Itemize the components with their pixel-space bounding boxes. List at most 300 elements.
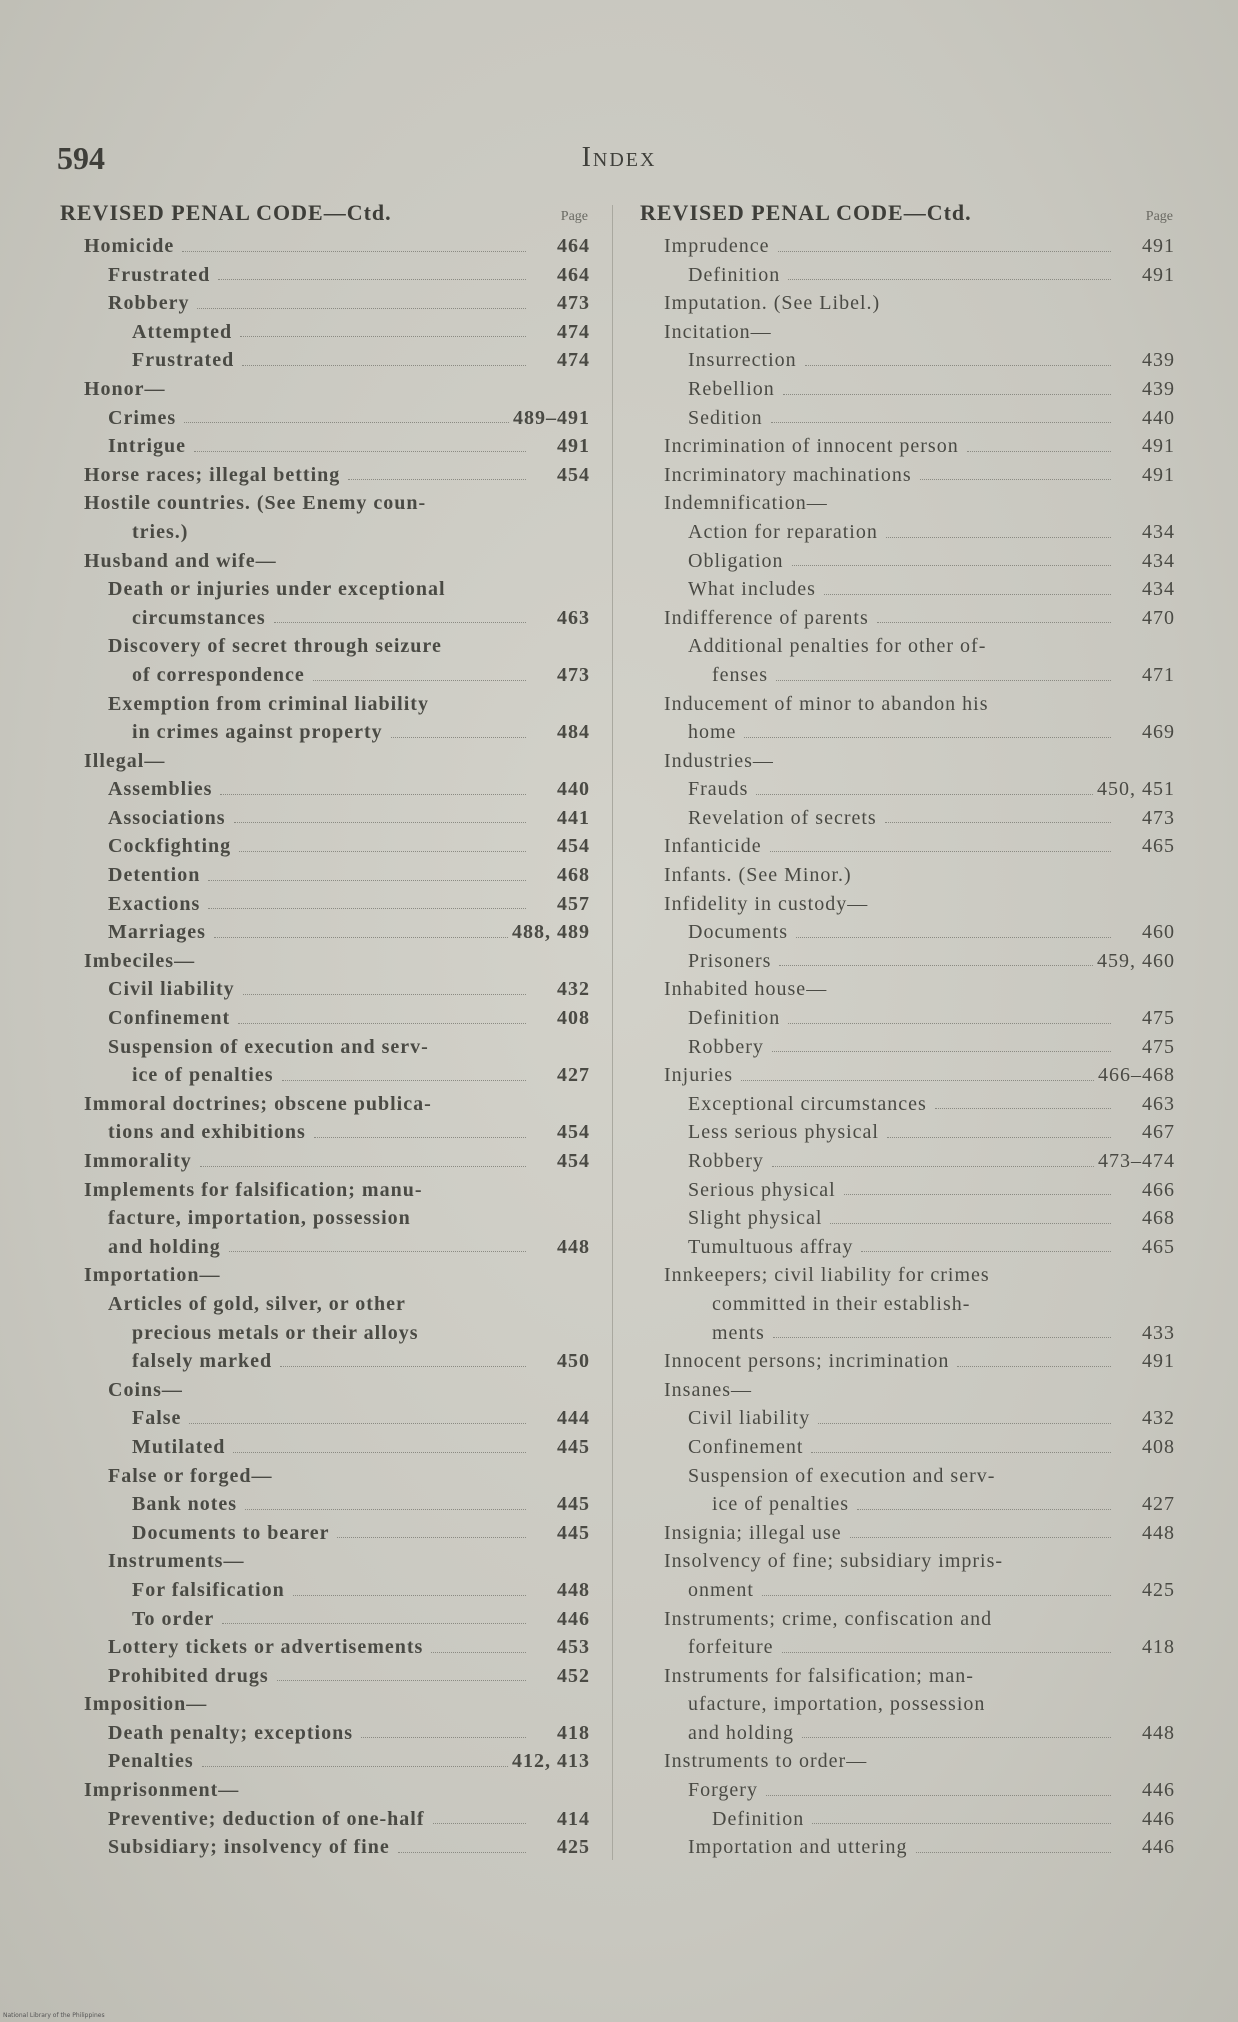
entry-text: Insolvency of fine; subsidiary impris- <box>664 1550 1004 1573</box>
index-entry <box>60 1747 590 1776</box>
running-head: Index <box>581 142 657 173</box>
entry-text: Instruments for falsification; man- <box>664 1664 974 1687</box>
entry-text: Incitation— <box>664 320 772 343</box>
index-entry <box>640 1176 1175 1205</box>
entry-page-ref: 432 <box>557 978 590 1001</box>
index-entry <box>640 1204 1175 1233</box>
entry-text: Frauds <box>688 778 749 801</box>
index-entry <box>60 346 590 375</box>
index-entry <box>640 375 1175 404</box>
entry-page-ref: 473 <box>557 663 590 686</box>
entry-text: Instruments; crime, confiscation and <box>664 1607 993 1630</box>
entry-text: tries.) <box>132 520 189 543</box>
index-entry <box>60 747 590 776</box>
index-entry <box>640 1576 1175 1605</box>
leader-dots <box>240 336 526 337</box>
index-entry <box>60 375 590 404</box>
entry-text: Immoral doctrines; obscene publica- <box>84 1092 432 1115</box>
index-entry <box>640 1462 1175 1491</box>
entry-text: onment <box>688 1578 754 1601</box>
index-column-left <box>60 200 590 1862</box>
entry-text: Assemblies <box>108 778 213 801</box>
entry-text: Obligation <box>688 549 784 572</box>
index-entry <box>60 1547 590 1576</box>
entry-text: Horse races; illegal betting <box>84 463 341 486</box>
leader-dots <box>197 308 526 309</box>
entry-page-ref: 488, 489 <box>512 921 590 944</box>
leader-dots <box>391 737 526 738</box>
entry-text: Death penalty; exceptions <box>108 1721 353 1744</box>
index-entry <box>640 1719 1175 1748</box>
entry-page-ref: 460 <box>1142 921 1175 944</box>
entry-text: ice of penalties <box>132 1064 274 1087</box>
entry-page-ref: 427 <box>557 1064 590 1087</box>
entry-page-ref: 473–474 <box>1098 1150 1175 1172</box>
entry-page-ref: 408 <box>1142 1435 1175 1458</box>
index-entry <box>640 1290 1175 1319</box>
entry-page-ref: 432 <box>1142 1407 1175 1430</box>
index-entry <box>60 632 590 661</box>
entry-page-ref: 459, 460 <box>1097 949 1175 972</box>
entry-page-ref: 474 <box>557 349 590 372</box>
leader-dots <box>762 1595 1111 1596</box>
entry-text: False or forged— <box>108 1464 273 1487</box>
index-entry <box>640 947 1175 976</box>
leader-dots <box>202 1766 508 1767</box>
entry-page-ref: 434 <box>1142 520 1175 543</box>
entry-text: in crimes against property <box>132 721 383 744</box>
index-entry <box>60 1090 590 1119</box>
leader-dots <box>861 1251 1111 1252</box>
leader-dots <box>245 1509 526 1510</box>
leader-dots <box>778 251 1111 252</box>
index-entry <box>60 1776 590 1805</box>
leader-dots <box>877 622 1111 623</box>
index-entry <box>640 432 1175 461</box>
index-entry <box>60 775 590 804</box>
leader-dots <box>783 394 1111 395</box>
entry-text: Documents <box>688 921 789 944</box>
index-entry <box>640 1261 1175 1290</box>
leader-dots <box>772 1166 1094 1167</box>
index-entry <box>60 1576 590 1605</box>
leader-dots <box>885 822 1111 823</box>
index-entry <box>640 1747 1175 1776</box>
index-entry <box>60 1176 590 1205</box>
entry-text: Inhabited house— <box>664 978 828 1001</box>
index-entry <box>60 318 590 347</box>
entry-page-ref: 440 <box>557 778 590 801</box>
index-entry <box>60 432 590 461</box>
leader-dots <box>812 1823 1111 1824</box>
entry-text: Discovery of secret through seizure <box>108 635 442 658</box>
leader-dots <box>229 1251 526 1252</box>
leader-dots <box>208 908 526 909</box>
entry-page-ref: 454 <box>557 463 590 486</box>
index-entry <box>640 318 1175 347</box>
index-entry <box>640 547 1175 576</box>
index-entry <box>60 1805 590 1834</box>
column-header <box>640 200 1175 228</box>
entry-text: Hostile countries. (See Enemy coun- <box>84 492 427 515</box>
entry-text: precious metals or their alloys <box>132 1321 419 1344</box>
entry-page-ref: 464 <box>557 235 590 257</box>
entry-text: Frustrated <box>132 349 235 372</box>
entry-text: Subsidiary; insolvency of fine <box>108 1836 390 1859</box>
entry-page-ref: 427 <box>1142 1493 1175 1516</box>
index-entry <box>60 832 590 861</box>
index-entry <box>60 289 590 318</box>
index-entry <box>640 718 1175 747</box>
entry-text: Importation— <box>84 1264 221 1287</box>
entry-text: Imputation. (See Libel.) <box>664 292 881 315</box>
index-entry <box>60 1204 590 1233</box>
index-entry <box>640 489 1175 518</box>
leader-dots <box>233 1452 526 1453</box>
index-entry <box>60 461 590 490</box>
entry-page-ref: 467 <box>1142 1121 1175 1144</box>
leader-dots <box>200 1166 526 1167</box>
entry-text: Imprudence <box>664 235 770 257</box>
index-entry <box>640 1433 1175 1462</box>
entry-page-ref: 453 <box>557 1636 590 1659</box>
index-entry <box>640 918 1175 947</box>
entry-text: Detention <box>108 864 201 887</box>
index-entry <box>640 346 1175 375</box>
leader-dots <box>189 1423 526 1424</box>
leader-dots <box>805 365 1111 366</box>
index-entry <box>60 1490 590 1519</box>
entry-page-ref: 466–468 <box>1098 1064 1175 1087</box>
leader-dots <box>920 479 1111 480</box>
leader-dots <box>277 1680 526 1681</box>
entry-text: Instruments to order— <box>664 1750 868 1773</box>
entry-page-ref: 474 <box>557 320 590 343</box>
column-title: REVISED PENAL CODE—Ctd. <box>640 200 972 225</box>
entry-text: False <box>132 1407 182 1430</box>
entry-text: Frustrated <box>108 263 211 286</box>
index-entry <box>60 1433 590 1462</box>
entry-text: Immorality <box>84 1150 192 1172</box>
index-entry <box>640 1404 1175 1433</box>
index-entry <box>640 1090 1175 1119</box>
index-entry <box>640 1033 1175 1062</box>
entry-text: tions and exhibitions <box>108 1121 306 1144</box>
leader-dots <box>314 1137 526 1138</box>
index-entry <box>640 890 1175 919</box>
entry-text: What includes <box>688 578 816 601</box>
entry-page-ref: 412, 413 <box>512 1750 590 1773</box>
entry-text: Illegal— <box>84 749 166 772</box>
leader-dots <box>887 1137 1111 1138</box>
entry-text: Confinement <box>108 1007 231 1030</box>
index-entry <box>60 1690 590 1719</box>
entry-text: Preventive; deduction of one-half <box>108 1807 425 1830</box>
index-entry <box>640 261 1175 290</box>
leader-dots <box>782 1652 1111 1653</box>
leader-dots <box>744 737 1111 738</box>
entry-page-ref: 465 <box>1142 1235 1175 1258</box>
leader-dots <box>218 279 526 280</box>
entry-text: Exemption from criminal liability <box>108 692 429 715</box>
leader-dots <box>348 479 526 480</box>
index-entry <box>640 461 1175 490</box>
index-entry <box>640 604 1175 633</box>
index-entry <box>60 1462 590 1491</box>
index-entry <box>640 1776 1175 1805</box>
entry-text: Civil liability <box>108 978 235 1001</box>
entry-text: Action for reparation <box>688 520 878 543</box>
index-entry <box>640 747 1175 776</box>
entry-page-ref: 446 <box>557 1607 590 1630</box>
index-entry <box>60 1347 590 1376</box>
leader-dots <box>830 1223 1111 1224</box>
index-entry <box>60 1004 590 1033</box>
column-title: REVISED PENAL CODE—Ctd. <box>60 200 392 225</box>
entry-page-ref: 445 <box>557 1521 590 1544</box>
entry-text: and holding <box>108 1235 221 1258</box>
leader-dots <box>788 279 1111 280</box>
entry-page-ref: 491 <box>557 435 590 458</box>
index-entry <box>640 1147 1175 1176</box>
leader-dots <box>361 1737 526 1738</box>
entry-text: Suspension of execution and serv- <box>108 1035 429 1058</box>
index-entry <box>60 804 590 833</box>
entry-page-ref: 491 <box>1142 435 1175 458</box>
entry-text: Innkeepers; civil liability for crimes <box>664 1264 990 1287</box>
entry-text: Implements for falsification; manu- <box>84 1178 423 1201</box>
entry-text: home <box>688 721 737 744</box>
entry-text: Infants. (See Minor.) <box>664 864 852 887</box>
leader-dots <box>220 794 526 795</box>
entry-page-ref: 463 <box>1142 1092 1175 1115</box>
entry-page-ref: 484 <box>557 721 590 744</box>
index-entry <box>640 1662 1175 1691</box>
entry-page-ref: 446 <box>1142 1779 1175 1802</box>
leader-dots <box>234 822 526 823</box>
entry-text: fenses <box>712 663 768 686</box>
entry-page-ref: 475 <box>1142 1035 1175 1058</box>
entry-page-ref: 450, 451 <box>1097 778 1175 801</box>
entry-text: Less serious physical <box>688 1121 879 1144</box>
leader-dots <box>433 1823 527 1824</box>
entry-page-ref: 463 <box>557 606 590 629</box>
leader-dots <box>208 880 526 881</box>
leader-dots <box>182 251 526 252</box>
entry-text: forfeiture <box>688 1636 774 1659</box>
entry-text: Imprisonment— <box>84 1779 240 1802</box>
index-entry <box>640 1519 1175 1548</box>
entry-text: Revelation of secrets <box>688 806 877 829</box>
index-entry <box>640 975 1175 1004</box>
entry-page-ref: 491 <box>1142 235 1175 257</box>
entry-text: Infanticide <box>664 835 762 858</box>
entry-text: Sedition <box>688 406 763 429</box>
entry-page-ref: 465 <box>1142 835 1175 858</box>
entry-page-ref: 454 <box>557 1150 590 1172</box>
entry-text: Imposition— <box>84 1693 208 1716</box>
index-entry <box>60 1719 590 1748</box>
entry-page-ref: 450 <box>557 1350 590 1373</box>
index-entry <box>640 1319 1175 1348</box>
leader-dots <box>857 1509 1111 1510</box>
entry-text: Additional penalties for other of- <box>688 635 987 658</box>
leader-dots <box>431 1652 526 1653</box>
entry-text: Marriages <box>108 921 206 944</box>
leader-dots <box>773 1337 1111 1338</box>
leader-dots <box>756 794 1093 795</box>
entry-text: Insurrection <box>688 349 797 372</box>
entry-page-ref: 445 <box>557 1493 590 1516</box>
index-entry <box>640 1347 1175 1376</box>
entry-text: Indemnification— <box>664 492 828 515</box>
index-entry <box>640 1690 1175 1719</box>
entry-page-ref: 466 <box>1142 1178 1175 1201</box>
entry-text: Confinement <box>688 1435 804 1458</box>
entry-text: Articles of gold, silver, or other <box>108 1292 406 1315</box>
entry-text: Cockfighting <box>108 835 232 858</box>
leader-dots <box>313 680 526 681</box>
index-entry <box>640 518 1175 547</box>
entry-page-ref: 464 <box>557 263 590 286</box>
index-entry <box>640 804 1175 833</box>
page-column-label: Page <box>1145 209 1173 224</box>
entry-list <box>60 232 590 1862</box>
entry-page-ref: 470 <box>1142 606 1175 629</box>
index-entry <box>60 975 590 1004</box>
entry-text: ments <box>712 1321 765 1344</box>
entry-page-ref: 468 <box>557 864 590 887</box>
entry-page-ref: 473 <box>1142 806 1175 829</box>
entry-page-ref: 434 <box>1142 549 1175 572</box>
leader-dots <box>772 1051 1111 1052</box>
entry-page-ref: 418 <box>557 1721 590 1744</box>
leader-dots <box>811 1452 1111 1453</box>
entry-page-ref: 439 <box>1142 377 1175 400</box>
entry-text: committed in their establish- <box>712 1292 971 1315</box>
entry-page-ref: 475 <box>1142 1007 1175 1030</box>
entry-text: Robbery <box>688 1150 764 1172</box>
leader-dots <box>771 422 1111 423</box>
entry-text: Imbeciles— <box>84 949 196 972</box>
leader-dots <box>916 1852 1111 1853</box>
leader-dots <box>957 1366 1111 1367</box>
entry-page-ref: 452 <box>557 1664 590 1687</box>
entry-page-ref: 491 <box>1142 263 1175 286</box>
entry-text: Suspension of execution and serv- <box>688 1464 996 1487</box>
index-entry <box>60 1376 590 1405</box>
entry-text: Lottery tickets or advertisements <box>108 1636 424 1659</box>
leader-dots <box>184 422 509 423</box>
index-entry <box>60 604 590 633</box>
leader-dots <box>824 594 1111 595</box>
entry-text: Tumultuous affray <box>688 1235 854 1258</box>
entry-text: Coins— <box>108 1378 183 1401</box>
entry-page-ref: 469 <box>1142 721 1175 744</box>
index-entry <box>60 1404 590 1433</box>
entry-page-ref: 425 <box>557 1836 590 1859</box>
entry-text: Definition <box>688 263 781 286</box>
index-entry <box>640 1633 1175 1662</box>
entry-text: Exactions <box>108 892 201 915</box>
entry-text: Instruments— <box>108 1550 245 1573</box>
entry-page-ref: 441 <box>557 806 590 829</box>
index-entry <box>60 1233 590 1262</box>
entry-page-ref: 433 <box>1142 1321 1175 1344</box>
entry-text: Insignia; illegal use <box>664 1521 842 1544</box>
index-entry <box>60 261 590 290</box>
entry-page-ref: 471 <box>1142 663 1175 686</box>
entry-page-ref: 434 <box>1142 578 1175 601</box>
index-entry <box>640 775 1175 804</box>
entry-text: Death or injuries under exceptional <box>108 578 446 601</box>
index-entry <box>640 661 1175 690</box>
entry-text: Incriminatory machinations <box>664 463 912 486</box>
entry-text: Definition <box>712 1807 805 1830</box>
entry-text: Innocent persons; incrimination <box>664 1350 950 1373</box>
entry-text: Documents to bearer <box>132 1521 330 1544</box>
leader-dots <box>280 1366 526 1367</box>
entry-text: Injuries <box>664 1064 734 1087</box>
index-entry <box>640 1605 1175 1634</box>
entry-text: Prisoners <box>688 949 772 972</box>
leader-dots <box>222 1623 526 1624</box>
entry-page-ref: 440 <box>1142 406 1175 429</box>
entry-text: Forgery <box>688 1779 758 1802</box>
page-column-label: Page <box>560 209 588 224</box>
entry-text: Homicide <box>84 235 175 257</box>
index-entry <box>640 1805 1175 1834</box>
leader-dots <box>274 622 526 623</box>
leader-dots <box>792 565 1111 566</box>
entry-text: Exceptional circumstances <box>688 1092 927 1115</box>
index-entry <box>60 690 590 719</box>
index-entry <box>60 661 590 690</box>
entry-page-ref: 473 <box>557 292 590 315</box>
entry-page-ref: 457 <box>557 892 590 915</box>
footer-credit: National Library of the Philippines <box>3 2012 105 2019</box>
leader-dots <box>844 1194 1111 1195</box>
entry-text: To order <box>132 1607 215 1630</box>
index-entry <box>60 1319 590 1348</box>
entry-text: Infidelity in custody— <box>664 892 869 915</box>
leader-dots <box>242 365 526 366</box>
index-entry <box>640 1118 1175 1147</box>
leader-dots <box>796 937 1111 938</box>
index-entry <box>60 861 590 890</box>
column-header <box>60 200 590 228</box>
entry-page-ref: 408 <box>557 1007 590 1030</box>
index-entry <box>60 890 590 919</box>
entry-text: Bank notes <box>132 1493 238 1516</box>
entry-text: For falsification <box>132 1578 285 1601</box>
entry-page-ref: 445 <box>557 1435 590 1458</box>
entry-text: Definition <box>688 1007 781 1030</box>
entry-text: of correspondence <box>132 663 305 686</box>
entry-page-ref: 448 <box>1142 1521 1175 1544</box>
entry-text: circumstances <box>132 606 266 629</box>
leader-dots <box>337 1537 526 1538</box>
entry-text: Honor— <box>84 377 166 400</box>
entry-text: Penalties <box>108 1750 194 1773</box>
column-divider <box>612 205 613 1860</box>
entry-page-ref: 414 <box>557 1807 590 1830</box>
entry-page-ref: 491 <box>1142 463 1175 486</box>
entry-text: Intrigue <box>108 435 186 458</box>
leader-dots <box>850 1537 1111 1538</box>
index-entry <box>60 518 590 547</box>
leader-dots <box>776 680 1111 681</box>
